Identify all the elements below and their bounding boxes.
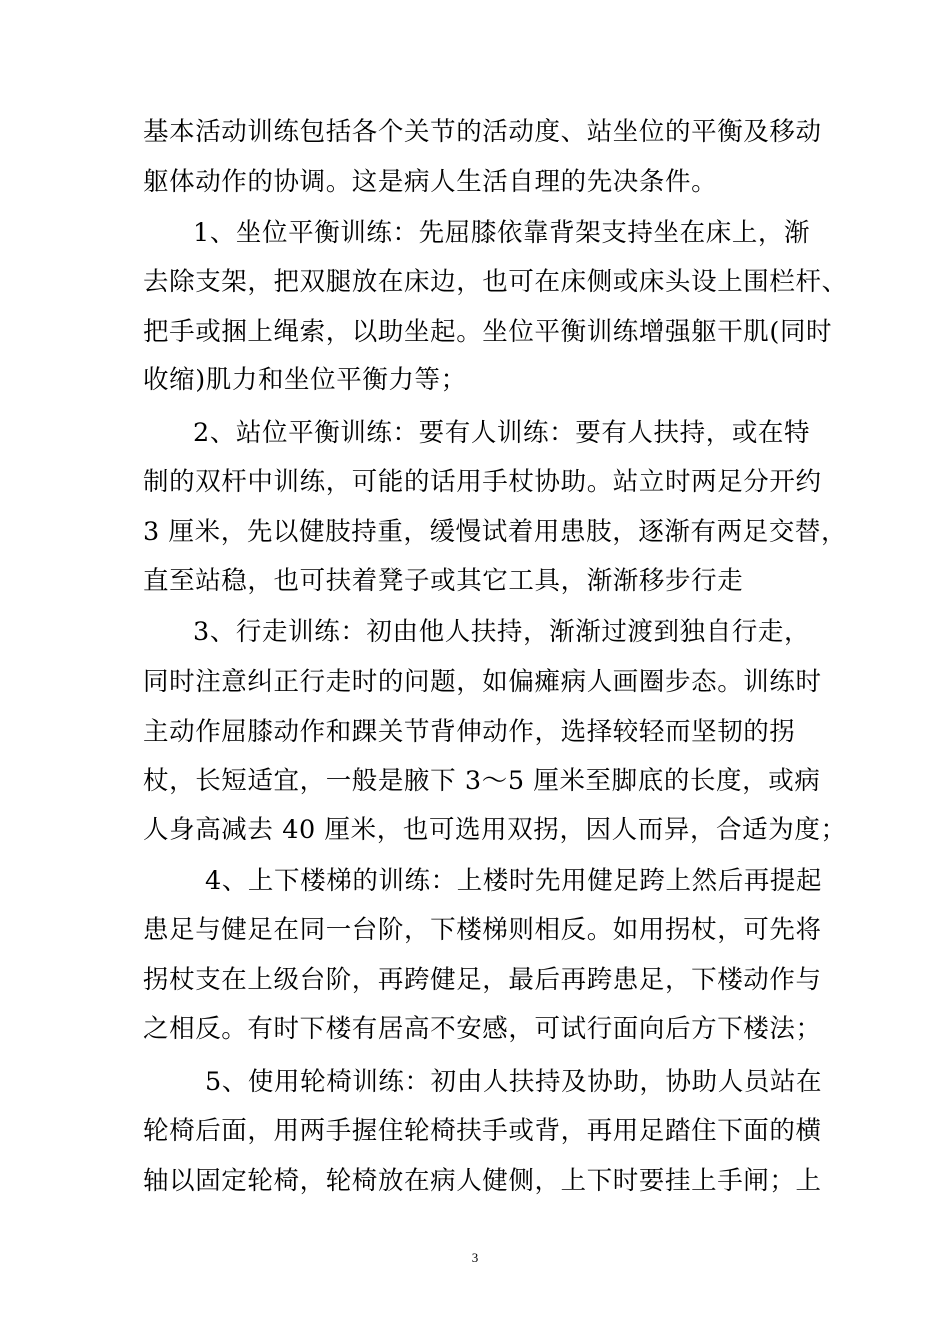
- paragraph-line: 把手或捆上绳索，以助坐起。坐位平衡训练增强躯干肌(同时: [143, 317, 833, 347]
- paragraph-line: 直至站稳，也可扶着凳子或其它工具，渐渐移步行走: [143, 566, 744, 596]
- paragraph-line: 轴以固定轮椅，轮椅放在病人健侧，上下时要挂上手闸；上: [143, 1166, 822, 1196]
- paragraph-line: 杖，长短适宜，一般是腋下 3～5 厘米至脚底的长度，或病: [143, 766, 821, 796]
- section-1-line: 1、坐位平衡训练：先屈膝依靠背架支持坐在床上，渐: [193, 218, 811, 248]
- paragraph-line: 同时注意纠正行走时的问题，如偏瘫病人画圈步态。训练时: [143, 667, 822, 697]
- section-3-line: 3、行走训练：初由他人扶持，渐渐过渡到独自行走，: [193, 617, 811, 647]
- section-2-line: 2、站位平衡训练：要有人训练：要有人扶持，或在特: [193, 418, 811, 448]
- paragraph-line: 人身高减去 40 厘米，也可选用双拐，因人而异，合适为度；: [143, 815, 847, 845]
- paragraph-line: 收缩)肌力和坐位平衡力等；: [143, 365, 467, 395]
- paragraph-line: 拐杖支在上级台阶，再跨健足，最后再跨患足，下楼动作与: [143, 965, 822, 995]
- paragraph-line: 轮椅后面，用两手握住轮椅扶手或背，再用足踏住下面的横: [143, 1116, 822, 1146]
- paragraph-line: 躯体动作的协调。这是病人生活自理的先决条件。: [143, 167, 718, 197]
- paragraph-line: 3 厘米，先以健肢持重，缓慢试着用患肢，逐渐有两足交替，: [143, 517, 848, 547]
- page-number: 3: [471, 1250, 479, 1265]
- paragraph-line: 主动作屈膝动作和踝关节背伸动作，选择较轻而坚韧的拐: [143, 717, 796, 747]
- paragraph-line: 基本活动训练包括各个关节的活动度、站坐位的平衡及移动: [143, 117, 822, 147]
- paragraph-line: 患足与健足在同一台阶，下楼梯则相反。如用拐杖，可先将: [143, 915, 822, 945]
- paragraph-line: 制的双杆中训练，可能的话用手杖协助。站立时两足分开约: [143, 467, 822, 497]
- paragraph-line: 去除支架，把双腿放在床边，也可在床侧或床头设上围栏杆、: [143, 267, 848, 297]
- section-4-line: 4、上下楼梯的训练：上楼时先用健足跨上然后再提起: [205, 866, 823, 896]
- section-5-line: 5、使用轮椅训练：初由人扶持及协助，协助人员站在: [205, 1067, 823, 1097]
- paragraph-line: 之相反。有时下楼有居高不安感，可试行面向后方下楼法；: [143, 1014, 822, 1044]
